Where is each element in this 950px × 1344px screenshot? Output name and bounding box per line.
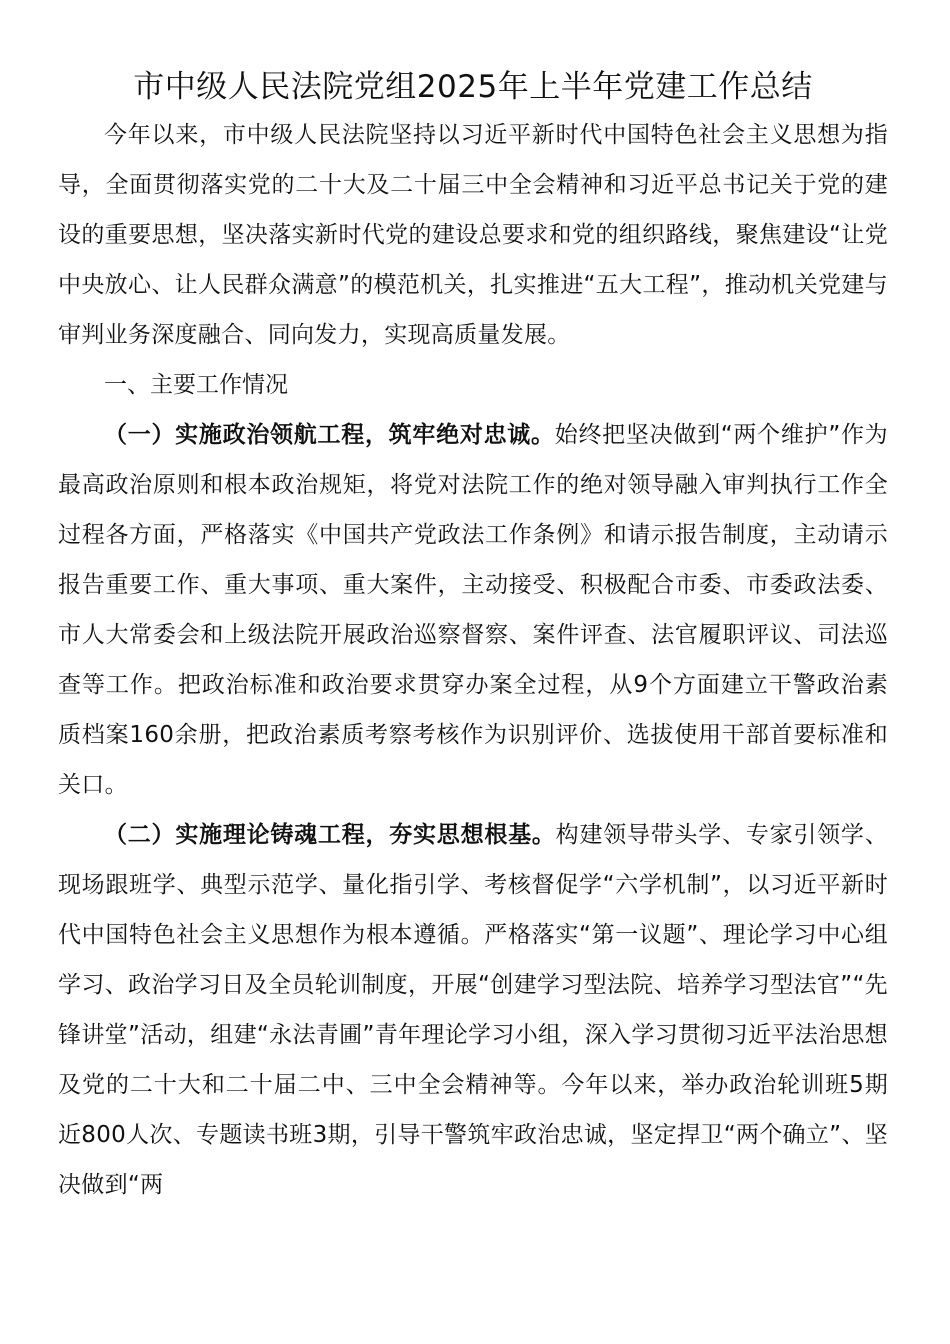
paragraph-political-leadership [58,410,888,810]
section-heading-main-work: 一、主要工作情况 [104,372,288,398]
paragraph-theory-building [58,810,888,1210]
paragraph-body-theory-building: 构建领导带头学、专家引领学、现场跟班学、典型示范学、量化指引学、考核督促学“六学机制”，以习近平新时代中国特色社会主义思想作为根本遵循。严格落实“第一议题”、理论学习中心组学习、政治学习日及全员轮训制度，开展“创建学习型法院、培养学习型法官”“先锋讲堂”活动，组建“永法青圃”青年理论学习小组，深入学习贯彻习近平法治思想及党的二十大和二十届二中、三中全会精神等。今年以来，举办政治轮训班5期近800人次、专题读书班3期，引导干警筑牢政治忠诚，坚定捍卫“两个确立”、坚决做到“两 [58,822,889,1198]
paragraph-lead-political-leadership: （一）实施政治领航工程，筑牢绝对忠诚。 [104,422,555,448]
intro-paragraph: 今年以来，市中级人民法院坚持以习近平新时代中国特色社会主义思想为指导，全面贯彻落实党的二十大及二十届三中全会精神和习近平总书记关于党的建设的重要思想，坚决落实新时代党的建设总要求和党的组织路线，聚焦建设“让党中央放心、让人民群众满意”的模范机关，扎实推进“五大工程”，推动机关党建与审判业务深度融合、同向发力，实现高质量发展。 [58,122,888,348]
document-title: 市中级人民法院党组2025年上半年党建工作总结 [133,69,813,105]
paragraph-lead-theory-building: （二）实施理论铸魂工程，夯实思想根基。 [104,822,556,848]
paragraph-body-political-leadership: 始终把坚决做到“两个维护”作为最高政治原则和根本政治规矩，将党对法院工作的绝对领导融入审判执行工作全过程各方面，严格落实《中国共产党政法工作条例》和请示报告制度，主动请示报告重要工作、重大事项、重大案件，主动接受、积极配合市委、市委政法委、市人大常委会和上级法院开展政治巡察督察、案件评查、法官履职评议、司法巡查等工作。把政治标准和政治要求贯穿办案全过程，从9个方面建立干警政治素质档案160余册，把政治素质考察考核作为识别评价、选拔使用干部首要标准和关口。 [58,422,888,798]
document-page [58,64,888,1210]
